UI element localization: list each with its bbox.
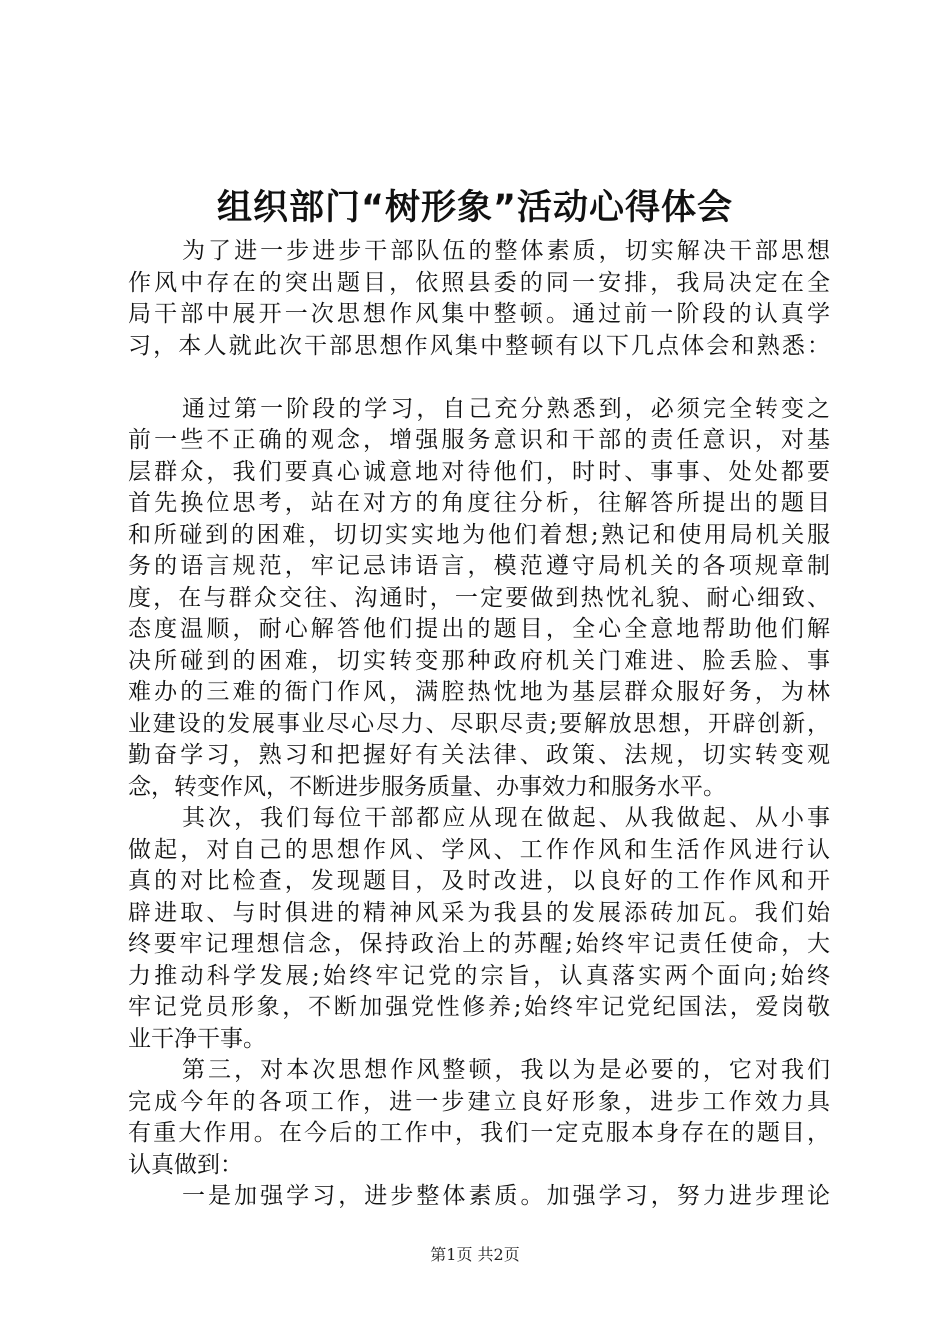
text-line: 勤奋学习，熟习和把握好有关法律、政策、法规，切实转变观 — [128, 742, 830, 768]
text-line: 第三，对本次思想作风整顿，我以为是必要的，它对我们 — [182, 1057, 830, 1083]
text-line: 态度温顺，耐心解答他们提出的题目，全心全意地帮助他们解 — [128, 616, 830, 642]
text-line: 有重大作用。在今后的工作中，我们一定克服本身存在的题目， — [128, 1120, 830, 1146]
text-line: 务的语言规范，牢记忌讳语言，模范遵守局机关的各项规章制 — [128, 553, 830, 579]
text-line: 局干部中展开一次思想作风集中整顿。通过前一阶段的认真学 — [128, 301, 830, 327]
text-line: 为了进一步进步干部队伍的整体素质，切实解决干部思想 — [182, 238, 830, 264]
text-line: 完成今年的各项工作，进一步建立良好形象，进步工作效力具 — [128, 1088, 830, 1115]
text-line: 念，转变作风，不断进步服务质量、办事效力和服务水平。 — [128, 773, 726, 800]
text-line: 习，本人就此次干部思想作风集中整顿有以下几点体会和熟悉： — [128, 332, 830, 359]
text-line: 牢记党员形象，不断加强党性修养;始终牢记党纪国法，爱岗敬 — [128, 994, 830, 1020]
text-line: 真的对比检查，发现题目，及时改进，以良好的工作作风和开 — [128, 868, 830, 894]
text-line: 一是加强学习，进步整体素质。加强学习，努力进步理论 — [182, 1183, 830, 1209]
text-line: 终要牢记理想信念，保持政治上的苏醒;始终牢记责任使命，大 — [128, 931, 830, 957]
text-line: 做起，对自己的思想作风、学风、工作作风和生活作风进行认 — [128, 836, 830, 863]
text-line: 决所碰到的困难，切实转变那种政府机关门难进、脸丢脸、事 — [128, 647, 830, 674]
document-title: 组织部门“树形象”活动心得体会 — [216, 188, 733, 228]
text-line: 辟进取、与时俱进的精神风采为我县的发展添砖加瓦。我们始 — [128, 899, 830, 926]
text-line: 其次，我们每位干部都应从现在做起、从我做起、从小事 — [182, 805, 830, 831]
blank-line — [128, 362, 830, 394]
text-line: 难办的三难的衙门作风，满腔热忱地为基层群众服好务，为林 — [128, 679, 830, 705]
text-line: 和所碰到的困难，切切实实地为他们着想;熟记和使用局机关服 — [128, 521, 830, 548]
text-line: 作风中存在的突出题目，依照县委的同一安排，我局决定在全 — [128, 269, 830, 296]
text-line: 度，在与群众交往、沟通时，一定要做到热忱礼貌、耐心细致、 — [128, 584, 830, 611]
text-line: 前一些不正确的观念，增强服务意识和干部的责任意识，对基 — [128, 427, 830, 453]
document-body — [128, 236, 830, 1213]
page-footer: 第1页 共2页 — [430, 1245, 520, 1264]
text-line: 业干净干事。 — [128, 1025, 266, 1052]
text-line: 首先换位思考，站在对方的角度往分析，往解答所提出的题目 — [128, 490, 830, 516]
text-line: 业建设的发展事业尽心尽力、尽职尽责;要解放思想，开辟创新， — [128, 710, 830, 737]
text-line: 力推动科学发展;始终牢记党的宗旨，认真落实两个面向;始终 — [128, 962, 830, 989]
text-line: 层群众，我们要真心诚意地对待他们，时时、事事、处处都要 — [128, 458, 830, 485]
text-line: 认真做到： — [128, 1151, 243, 1178]
text-line: 通过第一阶段的学习，自己充分熟悉到，必须完全转变之 — [182, 395, 830, 422]
